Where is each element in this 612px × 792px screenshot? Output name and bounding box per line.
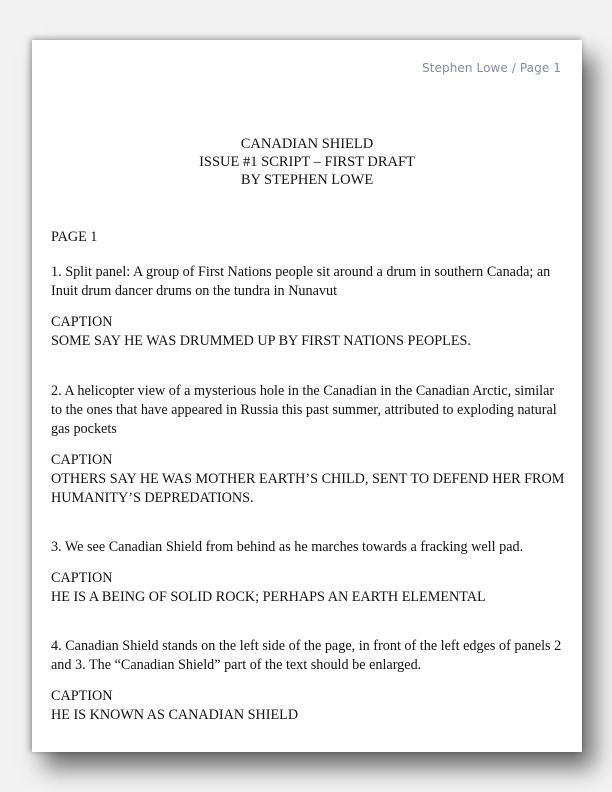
panel-2 [51,382,566,508]
panel-description: 3. We see Canadian Shield from behind as he marches towards a fracking well pad. [51,539,524,555]
panel-4 [51,637,566,725]
document-page [32,40,582,752]
caption-text: HE IS A BEING OF SOLID ROCK; PERHAPS AN EARTH ELEMENTAL [51,589,486,605]
caption-label: CAPTION [51,570,113,586]
caption-label: CAPTION [51,688,113,704]
title-block [32,135,582,189]
page-label: PAGE 1 [51,229,98,245]
caption-label: CAPTION [51,452,113,468]
panel-description: 1. Split panel: A group of First Nations people sit around a drum in southern Canada; an Inuit drum dancer drums on the tundra in Nunavut [51,264,551,299]
script-body [51,228,566,725]
panel-description: 2. A helicopter view of a mysterious hole in the Canadian in the Canadian Arctic, similar to the ones that have appeared in Russia this past summer, attributed to exploding natural gas pockets [51,383,557,437]
caption-text: SOME SAY HE WAS DRUMMED UP BY FIRST NATIONS PEOPLES. [51,333,471,349]
caption-text: OTHERS SAY HE WAS MOTHER EARTH’S CHILD, SENT TO DEFEND HER FROM HUMANITY’S DEPREDATIONS. [51,471,565,506]
panel-1 [51,263,566,351]
panel-description: 4. Canadian Shield stands on the left side of the page, in front of the left edges of panels 2 and 3. The “Canadian Shield” part of the text should be enlarged. [51,638,562,673]
caption-text: HE IS KNOWN AS CANADIAN SHIELD [51,707,299,723]
running-header: Stephen Lowe / Page 1 [421,61,561,75]
script-subtitle: ISSUE #1 SCRIPT – FIRST DRAFT [199,154,415,170]
script-byline: BY STEPHEN LOWE [240,172,374,188]
panel-3 [51,538,566,607]
caption-label: CAPTION [51,314,113,330]
script-title: CANADIAN SHIELD [240,136,374,152]
